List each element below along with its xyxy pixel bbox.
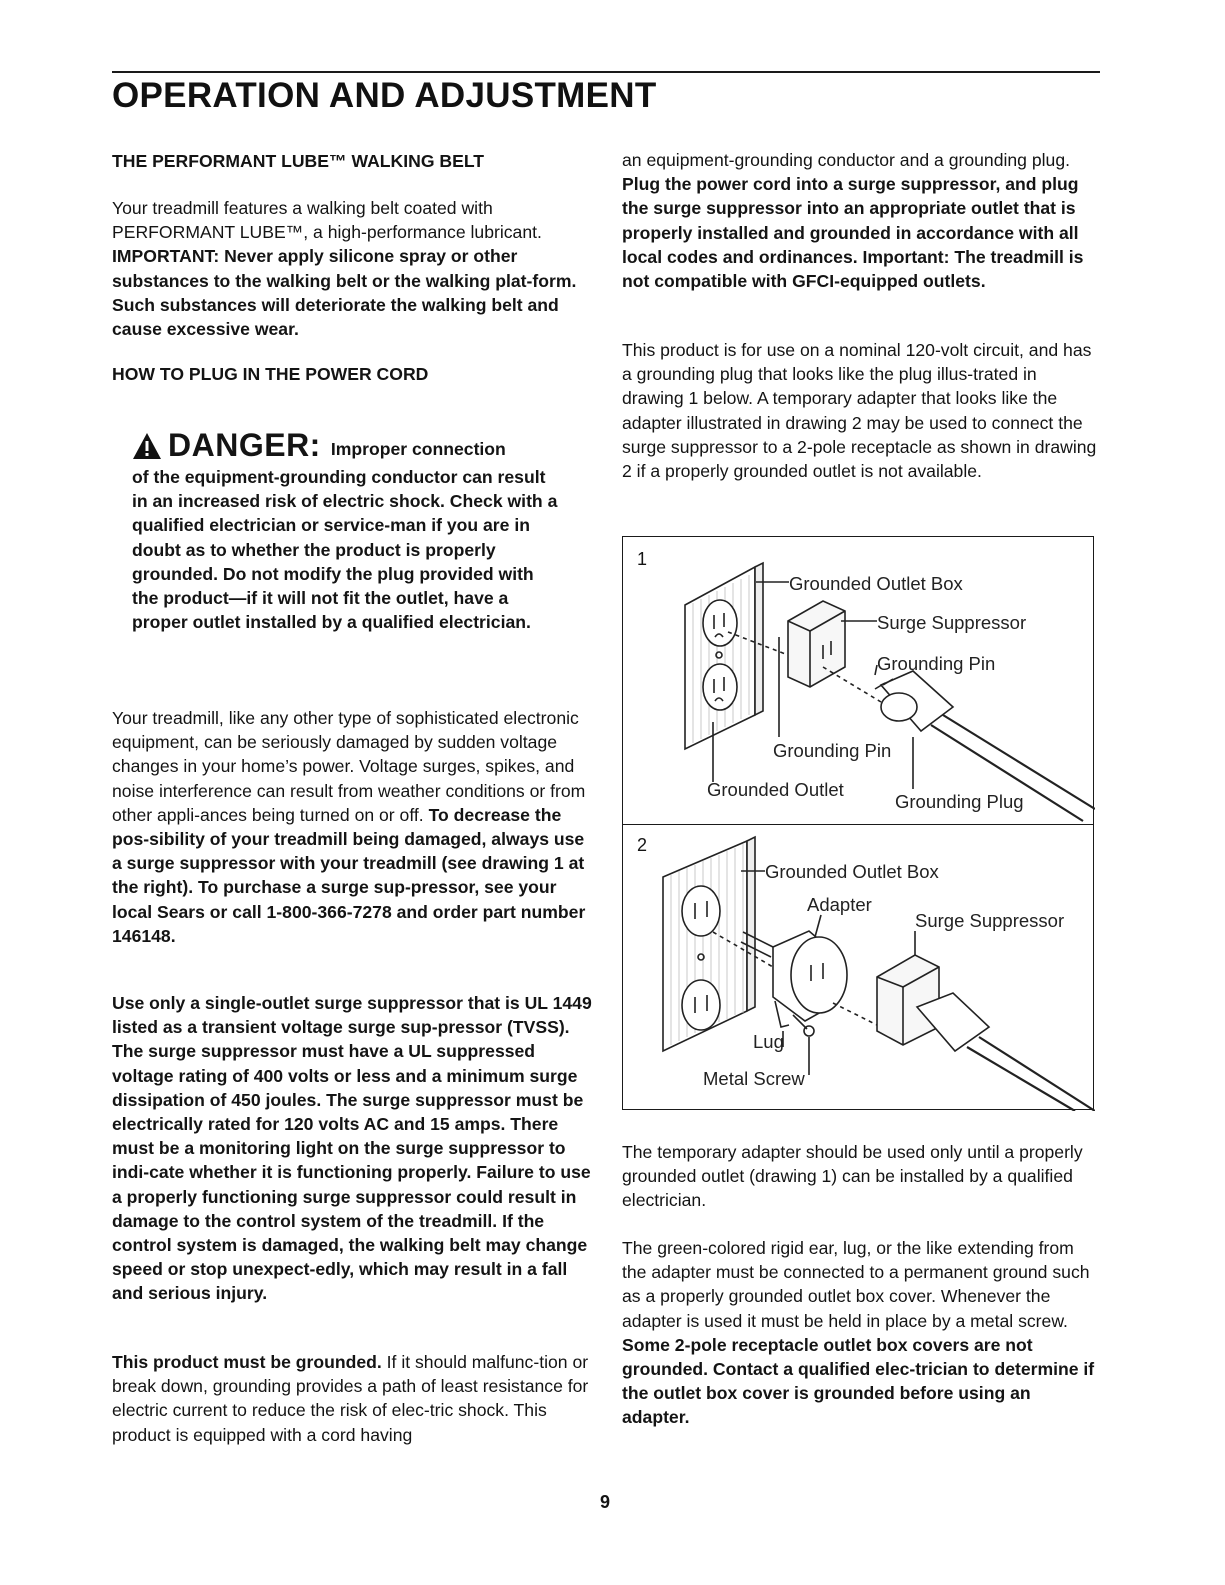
- drawing-2-number: 2: [637, 835, 648, 855]
- green-lug-bold-text: Some 2-pole receptacle outlet box covers are not grounded. Contact a qualified elec-trician to determine if the outlet box cover is grounded before using an adapter.: [622, 1334, 1095, 1428]
- danger-notice: [132, 424, 562, 634]
- cord-paragraph: [622, 148, 1100, 293]
- adapter-paragraph: The temporary adapter should be used only until a properly grounded outlet (drawing 1) can be installed by a qualified electrician.: [622, 1142, 1083, 1211]
- title-rule: [112, 71, 1100, 73]
- green-lug-paragraph: [622, 1236, 1100, 1430]
- fig1-grounding-pin-top-label: Grounding Pin: [877, 653, 996, 674]
- belt-text: Your treadmill features a walking belt coated with PERFORMANT LUBE™, a high-performance lubricant.: [112, 198, 542, 243]
- fig1-surge-suppressor-label: Surge Suppressor: [877, 612, 1027, 633]
- fig2-lug-label: Lug: [753, 1031, 784, 1052]
- fig1-grounded-outlet-box-label: Grounded Outlet Box: [789, 573, 963, 594]
- cord-text: an equipment-grounding conductor and a grounding plug.: [622, 150, 1070, 170]
- danger-lead: Improper connection: [330, 439, 506, 459]
- fig1-grounding-plug-label: Grounding Plug: [895, 791, 1024, 812]
- drawing-1-number: 1: [637, 549, 648, 569]
- grounded-text: If it should malfunc-tion or break down, grounding provides a path of least resistance for electric current to reduce the risk of elec-tric shock. This product is equipped with a cord having: [112, 1352, 589, 1445]
- fig2-grounded-outlet-box-label: Grounded Outlet Box: [765, 861, 939, 882]
- belt-heading: THE PERFORMANT LUBE™ WALKING BELT: [112, 151, 485, 171]
- grounded-bold-text: This product must be grounded.: [112, 1352, 382, 1372]
- outlet-drawings: [622, 536, 1094, 1110]
- single-outlet-paragraph: Use only a single-outlet surge suppressor that is UL 1449 listed as a transient voltage surge sup-pressor (TVSS). The surge suppressor must have a UL suppressed voltage rating of 400 volts or less and a minimum surge dissipation of 450 joules. The surge suppressor must be electrically rated for 120 volts AC and 15 amps. There must be a monitoring light on the surge suppressor to indi-cate whether it is functioning properly. Failure to use a properly functioning surge suppressor could result in damage to the control system of the treadmill. If the control system is damaged, the walking belt may change speed or stop unexpect-edly, which may result in a fall and serious injury.: [112, 993, 592, 1304]
- surge-paragraph: [112, 706, 594, 948]
- green-lug-text: The green-colored rigid ear, lug, or the like extending from the adapter must be connected to a permanent ground such as a properly grounded outlet box cover. Whenever the adapter is used it must be held in place by a metal screw.: [622, 1238, 1090, 1331]
- warning-triangle-icon: [132, 432, 162, 460]
- fig1-grounding-pin-bottom-label: Grounding Pin: [773, 740, 892, 761]
- grounded-paragraph: [112, 1350, 596, 1447]
- belt-important-text: IMPORTANT: Never apply silicone spray or other substances to the walking belt or the walking plat-form. Such substances will deteriorate the walking belt and cause excessive wear.: [112, 246, 577, 340]
- danger-word: DANGER:: [168, 427, 321, 463]
- fig2-metal-screw-label: Metal Screw: [703, 1068, 805, 1089]
- circuit-paragraph: This product is for use on a nominal 120-volt circuit, and has a grounding plug that looks like the plug illus-trated in drawing 1 below. A temporary adapter that looks like the adapter illustrated in drawing 2 may be used to connect the surge suppressor to a 2-pole receptacle as shown in drawing 2 if a properly grounded outlet is not available.: [622, 340, 1097, 482]
- page-number: 9: [600, 1492, 611, 1512]
- plug-heading: HOW TO PLUG IN THE POWER CORD: [112, 364, 429, 384]
- danger-body: of the equipment-grounding conductor can result in an increased risk of electric shock. Check with a qualified electrician or service-man if you are in doubt as to whether the product is properly grounded. Do not modify the plug provided with the product—if it will not fit the outlet, have a proper outlet installed by a qualified electrician.: [132, 467, 558, 633]
- cord-bold-text: Plug the power cord into a surge suppressor, and plug the surge suppressor into an appropriate outlet that is properly installed and grounded in accordance with all local codes and ordinances. Important: The treadmill is not compatible with GFCI-equipped outlets.: [622, 174, 1084, 292]
- fig2-adapter-label: Adapter: [807, 894, 872, 915]
- fig2-surge-suppressor-label: Surge Suppressor: [915, 910, 1065, 931]
- page-title: OPERATION AND ADJUSTMENT: [112, 76, 657, 115]
- surge-bold-text: To decrease the pos-sibility of your treadmill being damaged, always use a surge suppressor with your treadmill (see drawing 1 at the right). To purchase a surge sup-pressor, see your local Sears or call 1-800-366-7278 and order part number 146148.: [112, 804, 586, 946]
- surge-text: Your treadmill, like any other type of sophisticated electronic equipment, can be seriously damaged by sudden voltage changes in your home’s power. Voltage surges, spikes, and noise interference can result from weather conditions or from other appli-ances being turned on or off.: [112, 708, 586, 825]
- belt-paragraph: [112, 196, 590, 341]
- fig1-grounded-outlet-label: Grounded Outlet: [707, 779, 844, 800]
